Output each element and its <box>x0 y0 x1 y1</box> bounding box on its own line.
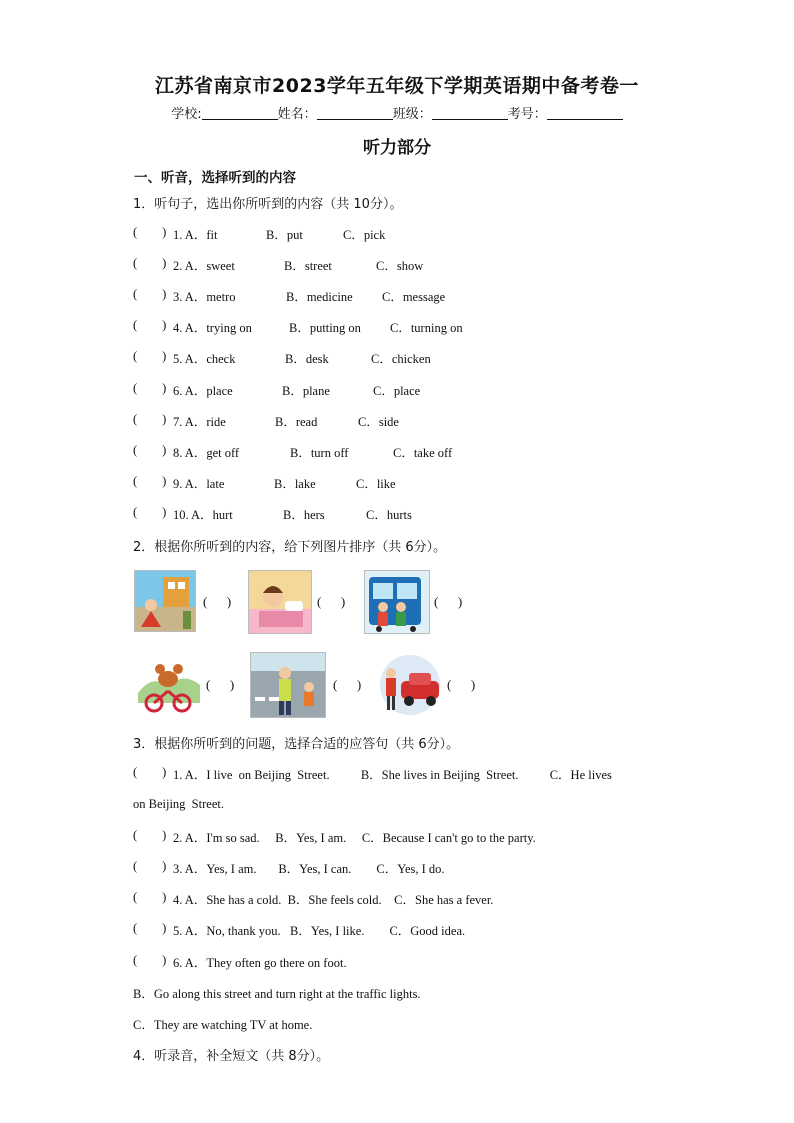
number-label: 考号： <box>507 107 547 122</box>
option-b: B．lake <box>274 477 316 491</box>
q3-text: 6. A．They often go there on foot. <box>173 956 347 970</box>
option-a: 6. A．place <box>173 384 233 398</box>
answer-paren[interactable]: ( ) <box>133 474 167 488</box>
school-label: 学校: <box>171 107 202 122</box>
answer-paren[interactable]: ( ) <box>133 890 167 904</box>
answer-paren[interactable]: ( ) <box>133 828 167 842</box>
school-blank[interactable] <box>202 106 278 120</box>
option-c: C．message <box>382 290 446 304</box>
q2-blank-6[interactable]: ( ) <box>447 677 476 692</box>
option-b: B．plane <box>282 384 330 398</box>
option-a: 4. A．trying on <box>173 321 252 335</box>
option-c: C．show <box>376 259 424 273</box>
picture-mouse-bike <box>137 652 201 716</box>
answer-paren[interactable]: ( ) <box>133 349 167 363</box>
option-a: 10. A．hurt <box>173 508 233 522</box>
answer-paren[interactable]: ( ) <box>133 318 167 332</box>
answer-paren[interactable]: ( ) <box>133 953 167 967</box>
option-b: B．hers <box>283 508 325 522</box>
option-b: B．street <box>284 259 332 273</box>
class-blank[interactable] <box>432 106 508 120</box>
picture-people-car <box>378 652 442 718</box>
option-a: 1. A．fit <box>173 228 218 242</box>
picture-police-crossing <box>250 652 326 718</box>
section-title: 听力部分 <box>363 138 431 158</box>
q3-prompt: 3．根据你所听到的问题，选择合适的应答句（共 6分）。 <box>133 737 460 752</box>
name-label: 姓名： <box>277 107 317 122</box>
answer-paren[interactable]: ( ) <box>133 412 167 426</box>
answer-paren[interactable]: ( ) <box>133 859 167 873</box>
q3-text: 4. A．She has a cold. B．She feels cold. C．She has a fever. <box>173 893 494 907</box>
option-b: B．medicine <box>286 290 353 304</box>
picture-girl-street <box>134 570 196 632</box>
q4-prompt: 4．听录音，补全短文（共 8分）。 <box>133 1049 330 1064</box>
q2-blank-4[interactable]: ( ) <box>206 677 235 692</box>
q2-blank-3[interactable]: ( ) <box>434 594 463 609</box>
option-a: 2. A．sweet <box>173 259 235 273</box>
option-a: 9. A．late <box>173 477 225 491</box>
option-c: C．chicken <box>371 352 431 366</box>
answer-paren[interactable]: ( ) <box>133 443 167 457</box>
option-b: B．desk <box>285 352 329 366</box>
exam-title: 江苏省南京市2023学年五年级下学期英语期中备考卷一 <box>155 75 639 97</box>
option-c: C．side <box>358 415 399 429</box>
option-c: C．take off <box>393 446 453 460</box>
number-blank[interactable] <box>547 106 623 120</box>
q3-text: 1. A．I live on Beijing Street. B．She lives in Beijing Street. C．He lives <box>173 768 612 782</box>
option-c: C．place <box>373 384 421 398</box>
option-a: 5. A．check <box>173 352 236 366</box>
answer-paren[interactable]: ( ) <box>133 256 167 270</box>
picture-bus-stop <box>364 570 430 634</box>
part1-heading: 一、听音，选择听到的内容 <box>134 170 296 186</box>
option-b: B．putting on <box>289 321 361 335</box>
student-info-line <box>0 103 794 122</box>
q1-prompt: 1．听句子，选出你所听到的内容（共 10分）。 <box>133 197 403 212</box>
option-b: B．put <box>266 228 303 242</box>
q2-blank-2[interactable]: ( ) <box>317 594 346 609</box>
picture-sick-girl-bed <box>248 570 312 634</box>
q3-text: C．They are watching TV at home. <box>133 1018 313 1032</box>
option-c: C．like <box>356 477 396 491</box>
class-label: 班级： <box>392 107 432 122</box>
option-c: C．hurts <box>366 508 412 522</box>
answer-paren[interactable]: ( ) <box>133 287 167 301</box>
option-b: B．turn off <box>290 446 349 460</box>
q3-text: 3. A．Yes, I am. B．Yes, I can. C．Yes, I do. <box>173 862 445 876</box>
q2-prompt: 2．根据你所听到的内容，给下列图片排序（共 6分）。 <box>133 540 447 555</box>
q2-blank-5[interactable]: ( ) <box>333 677 362 692</box>
answer-paren[interactable]: ( ) <box>133 225 167 239</box>
option-a: 8. A．get off <box>173 446 240 460</box>
answer-paren[interactable]: ( ) <box>133 921 167 935</box>
answer-paren[interactable]: ( ) <box>133 505 167 519</box>
q3-text: on Beijing Street. <box>133 797 224 811</box>
option-b: B．read <box>275 415 318 429</box>
option-c: C．pick <box>343 228 386 242</box>
q3-text: B．Go along this street and turn right at the traffic lights. <box>133 987 421 1001</box>
option-a: 7. A．ride <box>173 415 226 429</box>
answer-paren[interactable]: ( ) <box>133 381 167 395</box>
option-a: 3. A．metro <box>173 290 236 304</box>
name-blank[interactable] <box>317 106 393 120</box>
option-c: C．turning on <box>390 321 463 335</box>
q3-text: 2. A．I'm so sad. B．Yes, I am. C．Because I can't go to the party. <box>173 831 536 845</box>
q3-text: 5. A．No, thank you. B．Yes, I like. C．Good idea. <box>173 924 466 938</box>
q2-blank-1[interactable]: ( ) <box>203 594 232 609</box>
answer-paren[interactable]: ( ) <box>133 765 167 779</box>
